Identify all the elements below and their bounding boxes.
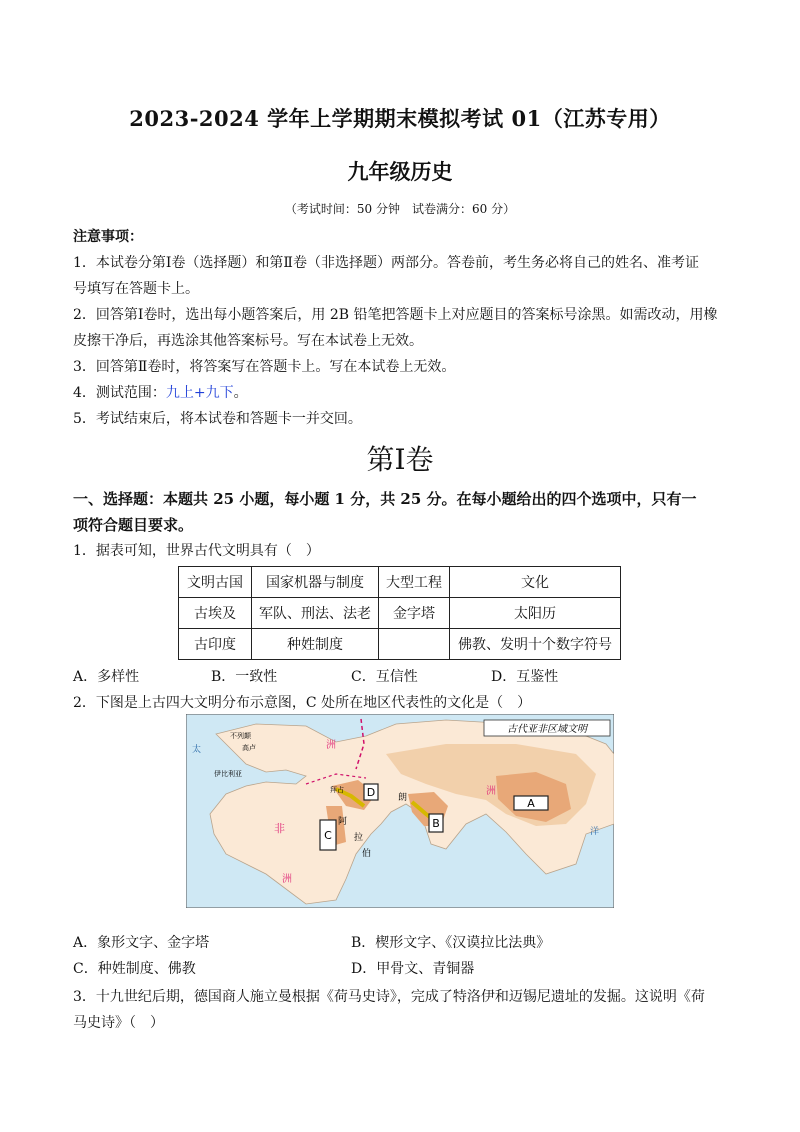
map-label-britain: 不列颠 [230,732,251,740]
q1-option-d[interactable]: D．互鉴性 [491,669,559,685]
q1-option-c[interactable]: C．互信性 [351,669,418,685]
q2-option-a[interactable]: A．象形文字、金字塔 [73,935,210,951]
notes-heading: 注意事项： [73,229,143,245]
table-header-cell: 国家机器与制度 [252,567,379,598]
map-label-africa: 非 [274,822,285,835]
table-cell: 佛教、发明十个数字符号 [450,629,621,660]
table-header-cell: 文化 [450,567,621,598]
table-cell: 古印度 [179,629,252,660]
map-label-iberia: 伊比利亚 [214,770,242,778]
note-item-2b: 皮擦干净后，再选涂其他答案标号。写在本试卷上无效。 [73,333,423,349]
note-item-1b: 号填写在答题卡上。 [73,281,199,297]
note-item-4-suffix: 。 [233,385,248,401]
q3-stem-line-1: 3．十九世纪后期，德国商人施立曼根据《荷马史诗》，完成了特洛伊和迈锡尼遗址的发掘。这说明《荷 [73,989,705,1005]
q1-stem: 1．据表可知，世界古代文明具有（ ） [73,543,320,559]
q2-option-b[interactable]: B．楔形文字、《汉谟拉比法典》 [351,935,551,951]
page-subtitle: 九年级历史 [347,159,453,184]
q2-stem: 2．下图是上古四大文明分布示意图，C 处所在地区代表性的文化是（ ） [73,695,532,711]
map-label-zhou: 洲 [282,874,292,885]
table-header-cell: 大型工程 [379,567,450,598]
note-item-1a: 1．本试卷分第Ⅰ卷（选择题）和第Ⅱ卷（非选择题）两部分。答卷前，考生务必将自己的姓名、准考证 [73,255,699,271]
table-row [179,598,621,629]
note-item-2a: 2．回答第Ⅰ卷时，选出每小题答案后，用 2B 铅笔把答题卡上对应题目的答案标号涂黑。如需改动，用橡 [73,307,718,323]
note-item-4 [73,380,733,406]
q1-option-a[interactable]: A．多样性 [73,669,140,685]
exam-meta: （考试时间：50 分钟 试卷满分：60 分） [284,202,516,216]
map-label-bo: 伯 [362,849,372,859]
map-label-c: C [324,829,332,842]
test-range: 九上+九下 [165,385,234,401]
map-label-ocean: 洋 [590,827,600,837]
note-item-3: 3．回答第Ⅱ卷时，将答案写在答题卡上。写在本试卷上无效。 [73,359,456,375]
map-label-baizhan: 拜占 [330,786,344,794]
map-label-gaul: 高卢 [242,744,256,752]
table-cell: 种姓制度 [252,629,379,660]
map-label-tai: 太 [192,745,202,755]
table-row [179,567,621,598]
table-header-cell: 文明古国 [179,567,252,598]
table-cell: 太阳历 [450,598,621,629]
table-cell [379,629,450,660]
note-item-4-prefix: 4．测试范围： [73,385,166,401]
map-label-ala: 阿 [338,817,348,827]
map-label-d: D [366,786,376,799]
section-title: 第Ⅰ卷 [366,443,434,476]
page-title: 2023-2024 学年上学期期末模拟考试 01（江苏专用） [129,106,671,131]
map-label-zhou-2: 洲 [326,740,336,751]
q1-option-b[interactable]: B．一致性 [211,669,278,685]
section-instruction-b: 项符合题目要求。 [73,516,194,534]
q2-option-d[interactable]: D．甲骨文、青铜器 [351,961,475,977]
table-cell: 军队、刑法、法老 [252,598,379,629]
map-label-zhou-3: 洲 [486,786,496,797]
ancient-civilizations-map [186,714,614,908]
q3-stem-line-2: 马史诗》（ ） [73,1015,164,1031]
map-label-lang: 朗 [398,793,408,803]
table-cell: 金字塔 [379,598,450,629]
table-cell: 古埃及 [179,598,252,629]
map-label-b: B [432,817,440,830]
table-row [179,629,621,660]
note-item-5: 5．考试结束后，将本试卷和答题卡一并交回。 [73,411,362,427]
q1-table [178,566,621,660]
q2-option-c[interactable]: C．种姓制度、佛教 [73,961,196,977]
section-instruction-a: 一、选择题：本题共 25 小题，每小题 1 分，共 25 分。在每小题给出的四个选项中，只有一 [73,490,697,508]
map-label-la: 拉 [354,833,364,843]
map-caption: 古代亚非区域文明 [507,724,587,735]
map-label-a: A [527,797,535,810]
